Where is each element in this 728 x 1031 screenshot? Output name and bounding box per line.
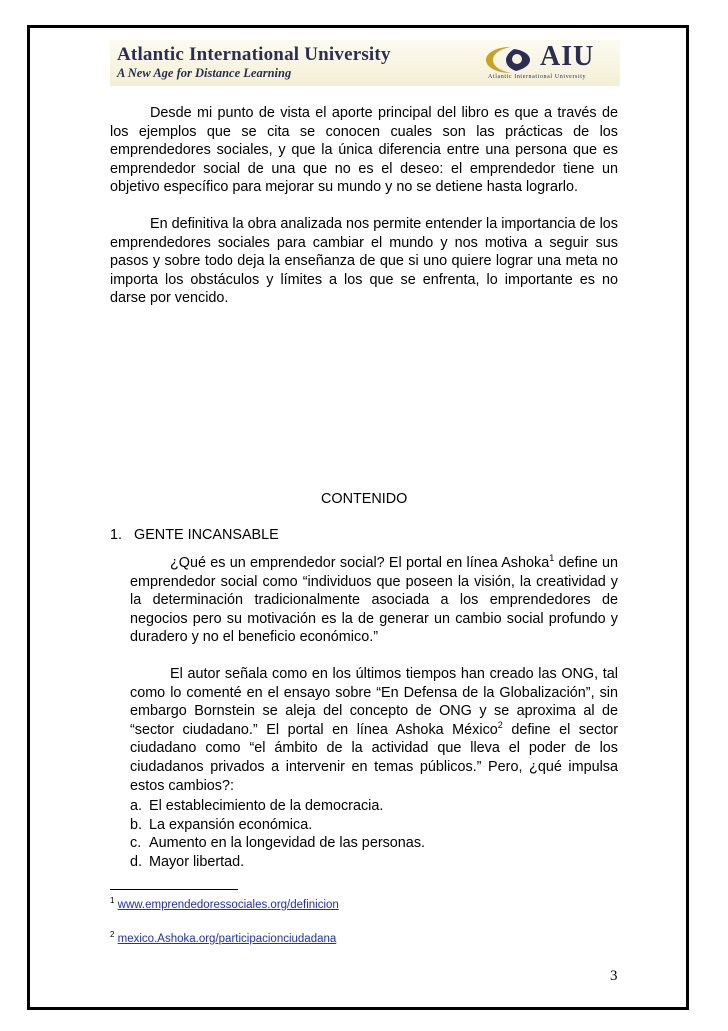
aiu-logo [484, 43, 616, 83]
body-section [130, 554, 618, 795]
list-item-text: El establecimiento de la democracia. [149, 798, 384, 814]
intro-paragraph-1: Desde mi punto de vista el aporte principal del libro es que a través de los ejemplos que se cita se conocen cuales son las prácticas de los emprendedores sociales, y que la única diferencia entre una persona que es emprendedor social de una que no es el deseo: el emprendedor tiene un objetivo específico para mejorar su mundo y no se detiene hasta lograrlo. [110, 105, 618, 196]
footnote-link-1[interactable]: www.emprendedoressociales.org/definicion [117, 899, 339, 911]
footnote-2 [110, 930, 337, 945]
footnote-marker: 2 [110, 930, 115, 940]
aiu-emblem-icon [484, 45, 538, 75]
list-item-text: La expansión económica. [149, 816, 313, 833]
letterhead [110, 40, 620, 86]
list-item-text: Mayor libertad. [149, 853, 245, 870]
university-name: Atlantic International University [117, 44, 391, 65]
list-marker: a. [130, 798, 143, 814]
footnote-ref-1[interactable]: 1 [549, 553, 555, 564]
section-heading [110, 527, 279, 543]
list-marker: b. [130, 816, 143, 833]
list-marker: d. [130, 853, 143, 870]
logo-wordmark: AIU [540, 41, 595, 72]
list-item [130, 816, 425, 835]
list-item [130, 797, 425, 816]
definition-text: ¿Qué es un emprendedor social? El portal en línea Ashoka [170, 555, 550, 571]
section-number: 1. [110, 527, 123, 543]
intro-section [110, 104, 618, 308]
page-number: 3 [610, 968, 618, 984]
contents-heading: CONTENIDO [321, 491, 408, 507]
citizen-sector-text-cont: define el sector ciudadano como “el ámbito de la actividad que lleva el poder de los ciudadanos privados a intervenir en temas públicos.” Pero, ¿qué impulsa estos cambios?: [130, 721, 618, 794]
list-marker: c. [130, 835, 142, 851]
intro-paragraph-2: En definitiva la obra analizada nos permite entender la importancia de los emprendedores sociales para cambiar el mundo y nos motiva a seguir sus pasos y sobre todo deja la enseñanza de que si uno quiere lograr una meta no importa los obstáculos y límites a los que se enfrenta, lo importante es no darse por vencido. [110, 215, 618, 307]
logo-subtext: Atlantic International University [488, 74, 587, 80]
footnote-ref-2[interactable]: 2 [497, 719, 503, 730]
causes-list [130, 797, 425, 871]
citizen-sector-text: El autor señala como en los últimos tiempos han creado las ONG, tal como lo comenté en el ensayo sobre “En Defensa de la Globalización”, sin embargo Bornstein se aleja del concepto de ONG y se aproxima al de “sector ciudadano.” El portal en línea Ashoka México [130, 665, 618, 738]
definition-text-cont: define un emprendedor social como “individuos que poseen la visión, la creatividad y la determinación tradicionalmente asociada a los emprendedores de negocios pero su motivación es la de generar un cambio social profundo y duradero y no el beneficio económico.” [130, 555, 618, 646]
footnote-1 [110, 896, 339, 911]
section-title: GENTE INCANSABLE [134, 527, 279, 543]
footnote-separator [110, 889, 238, 890]
list-item-text: Aumento en la longevidad de las personas. [149, 835, 426, 851]
footnote-link-2[interactable]: mexico.Ashoka.org/participacionciudadana [117, 933, 337, 945]
definition-paragraph [130, 554, 618, 647]
citizen-sector-paragraph [130, 665, 618, 795]
footnote-marker: 1 [110, 896, 115, 906]
university-tagline: A New Age for Distance Learning [117, 66, 292, 80]
list-item [130, 853, 425, 872]
list-item [130, 834, 425, 853]
